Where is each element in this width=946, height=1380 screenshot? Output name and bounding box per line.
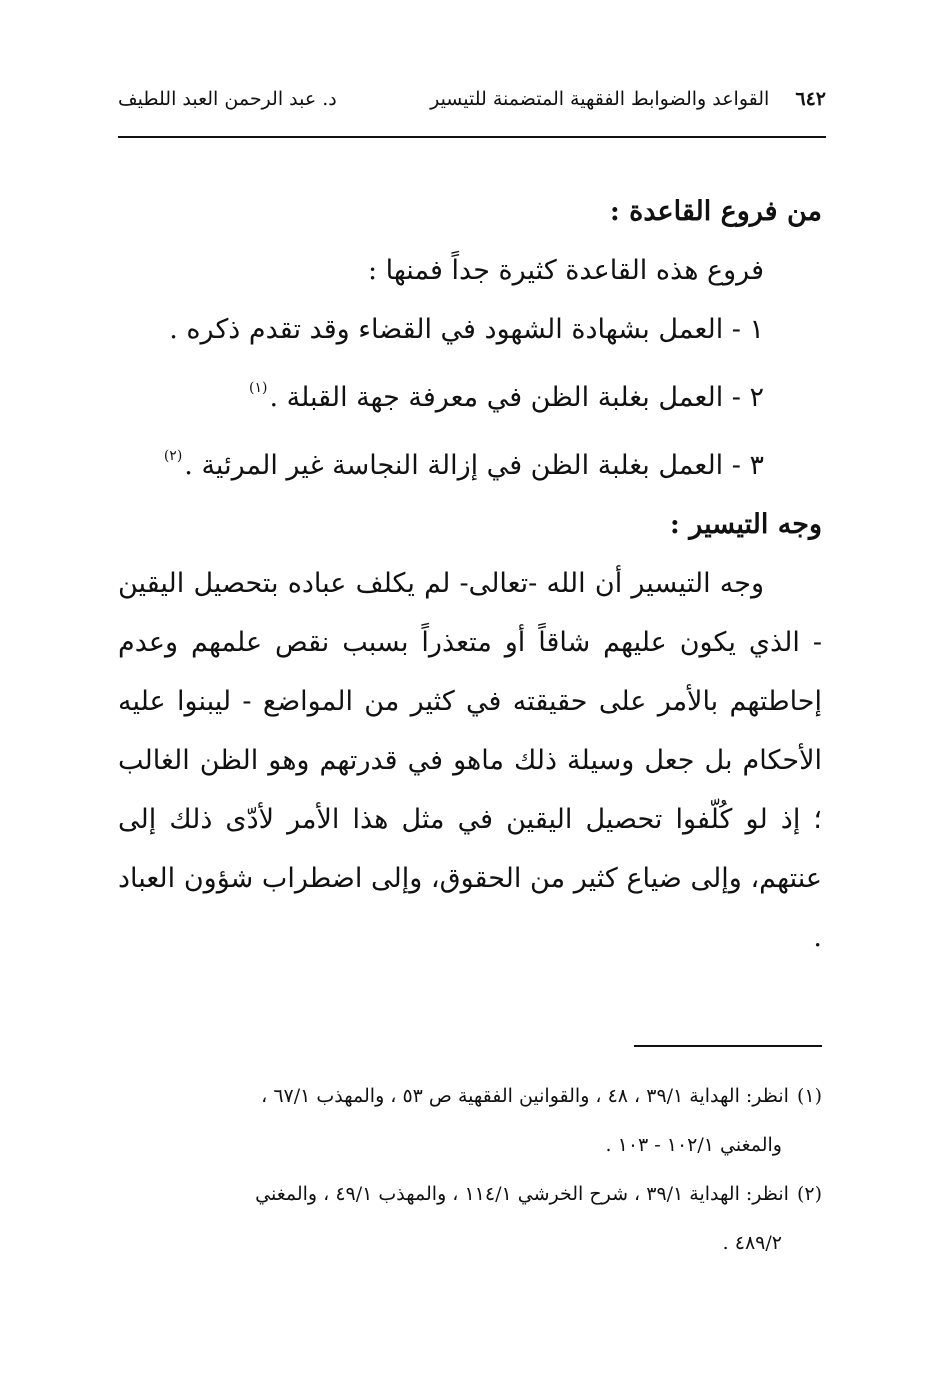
footnote-ref[interactable]: (٢) — [163, 448, 183, 464]
footnote-text: انظر: الهداية ٣٩/١ ، ٤٨ ، والقوانين الفقهية ص ٥٣ ، والمهذب ٦٧/١ ، — [261, 1085, 789, 1107]
section-heading-ease: وجه التيسير : — [669, 509, 822, 540]
main-text — [118, 182, 822, 967]
footnote-number: (١) — [796, 1085, 822, 1107]
footnote-number: (٢) — [796, 1183, 822, 1205]
footnote-text: انظر: الهداية ٣٩/١ ، شرح الخرشي ١١٤/١ ، والمهذب ٤٩/١ ، والمغني — [255, 1183, 789, 1205]
header-divider — [118, 136, 826, 138]
header-right — [430, 88, 826, 110]
list-item — [118, 300, 822, 359]
footnote — [108, 1170, 822, 1268]
book-title: القواعد والضوابط الفقهية المتضمنة للتيسير — [430, 88, 770, 110]
footnote — [108, 1072, 822, 1170]
footnote-divider — [634, 1045, 822, 1047]
page-number: ٦٤٢ — [795, 88, 826, 110]
ease-paragraph: وجه التيسير أن الله -تعالى- لم يكلف عباده بتحصيل اليقين - الذي يكون عليهم شاقاً أو متعذراً بسبب نقص علمهم وعدم إحاطتهم بالأمر على حقيقته في كثير من المواضع - ليبنوا عليه الأحكام بل جعل وسيلة ذلك ماهو في قدرتهم وهو الظن الغالب ؛ إذ لو كُلّفوا تحصيل اليقين في مثل هذا الأمر لأدّى ذلك إلى عنتهم، وإلى ضياع كثير من الحقوق، وإلى اضطراب شؤون العباد . — [118, 568, 822, 953]
list-item-text: ٣ - العمل بغلبة الظن في إزالة النجاسة غير المرئية . — [184, 450, 764, 481]
author-name: د. عبد الرحمن العبد اللطيف — [118, 88, 337, 110]
list-item — [118, 427, 822, 495]
list-item-text: ١ - العمل بشهادة الشهود في القضاء وقد تقدم ذكره . — [169, 314, 764, 345]
footnote-ref[interactable]: (١) — [248, 380, 268, 396]
branches-intro: فروع هذه القاعدة كثيرة جداً فمنها : — [367, 255, 764, 286]
list-item — [118, 359, 822, 427]
footnote-text-cont: ٤٨٩/٢ . — [722, 1232, 782, 1254]
section-heading-branches: من فروع القاعدة : — [609, 196, 822, 227]
list-item-text: ٢ - العمل بغلبة الظن في معرفة جهة القبلة . — [269, 382, 764, 413]
footnote-text-cont: والمغني ١٠٢/١ - ١٠٣ . — [605, 1134, 782, 1156]
running-header — [118, 88, 826, 120]
footnotes — [108, 1072, 822, 1268]
